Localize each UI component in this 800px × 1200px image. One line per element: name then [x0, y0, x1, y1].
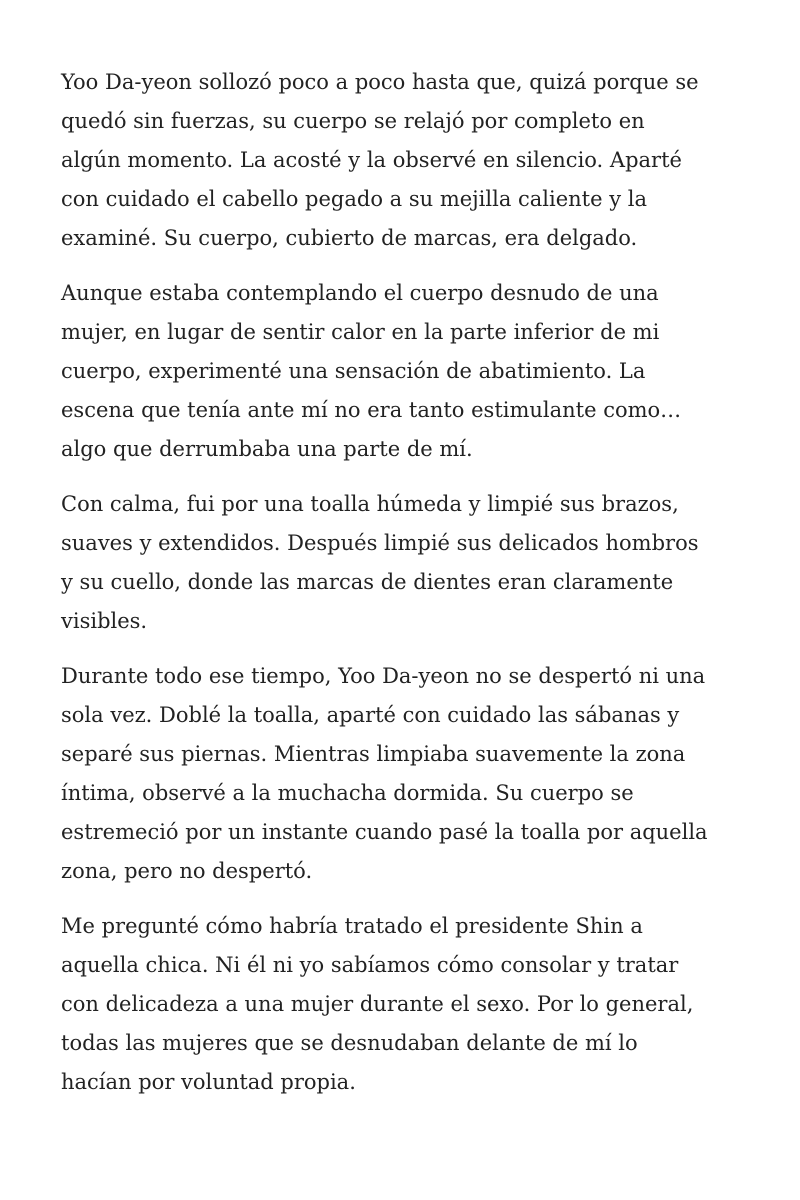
- paragraph-4: [61, 657, 760, 891]
- text-line: Me pregunté cómo habría tratado el presidente Shin a: [61, 914, 643, 938]
- text-line: cuerpo, experimenté una sensación de abatimiento. La: [61, 359, 646, 383]
- paragraph-3: [61, 485, 760, 641]
- text-line: y su cuello, donde las marcas de dientes eran claramente: [61, 570, 674, 594]
- text-line: algún momento. La acosté y la observé en silencio. Aparté: [61, 148, 682, 172]
- text-line: examiné. Su cuerpo, cubierto de marcas, era delgado.: [61, 226, 638, 250]
- paragraph-2: [61, 274, 760, 469]
- text-line: algo que derrumbaba una parte de mí.: [61, 437, 473, 461]
- text-line: Aunque estaba contemplando el cuerpo desnudo de una: [61, 281, 659, 305]
- text-line: visibles.: [61, 609, 148, 633]
- text-line: estremeció por un instante cuando pasé la toalla por aquella: [61, 820, 708, 844]
- text-line: suaves y extendidos. Después limpié sus delicados hombros: [61, 531, 699, 555]
- paragraph-5: [61, 907, 760, 1102]
- text-line: quedó sin fuerzas, su cuerpo se relajó por completo en: [61, 109, 645, 133]
- paragraph-1: [61, 63, 760, 258]
- text-line: sola vez. Doblé la toalla, aparté con cuidado las sábanas y: [61, 703, 680, 727]
- text-line: Con calma, fui por una toalla húmeda y limpié sus brazos,: [61, 492, 679, 516]
- text-line: todas las mujeres que se desnudaban delante de mí lo: [61, 1031, 638, 1055]
- text-line: con cuidado el cabello pegado a su mejilla caliente y la: [61, 187, 648, 211]
- text-line: separé sus piernas. Mientras limpiaba suavemente la zona: [61, 742, 686, 766]
- text-line: íntima, observé a la muchacha dormida. Su cuerpo se: [61, 781, 634, 805]
- text-line: Durante todo ese tiempo, Yoo Da-yeon no se despertó ni una: [61, 664, 706, 688]
- text-line: mujer, en lugar de sentir calor en la parte inferior de mi: [61, 320, 660, 344]
- text-line: hacían por voluntad propia.: [61, 1070, 356, 1094]
- text-line: zona, pero no despertó.: [61, 859, 313, 883]
- text-line: con delicadeza a una mujer durante el sexo. Por lo general,: [61, 992, 694, 1016]
- text-line: aquella chica. Ni él ni yo sabíamos cómo consolar y tratar: [61, 953, 679, 977]
- text-line: escena que tenía ante mí no era tanto estimulante como…: [61, 398, 682, 422]
- text-line: Yoo Da-yeon sollozó poco a poco hasta que, quizá porque se: [61, 70, 699, 94]
